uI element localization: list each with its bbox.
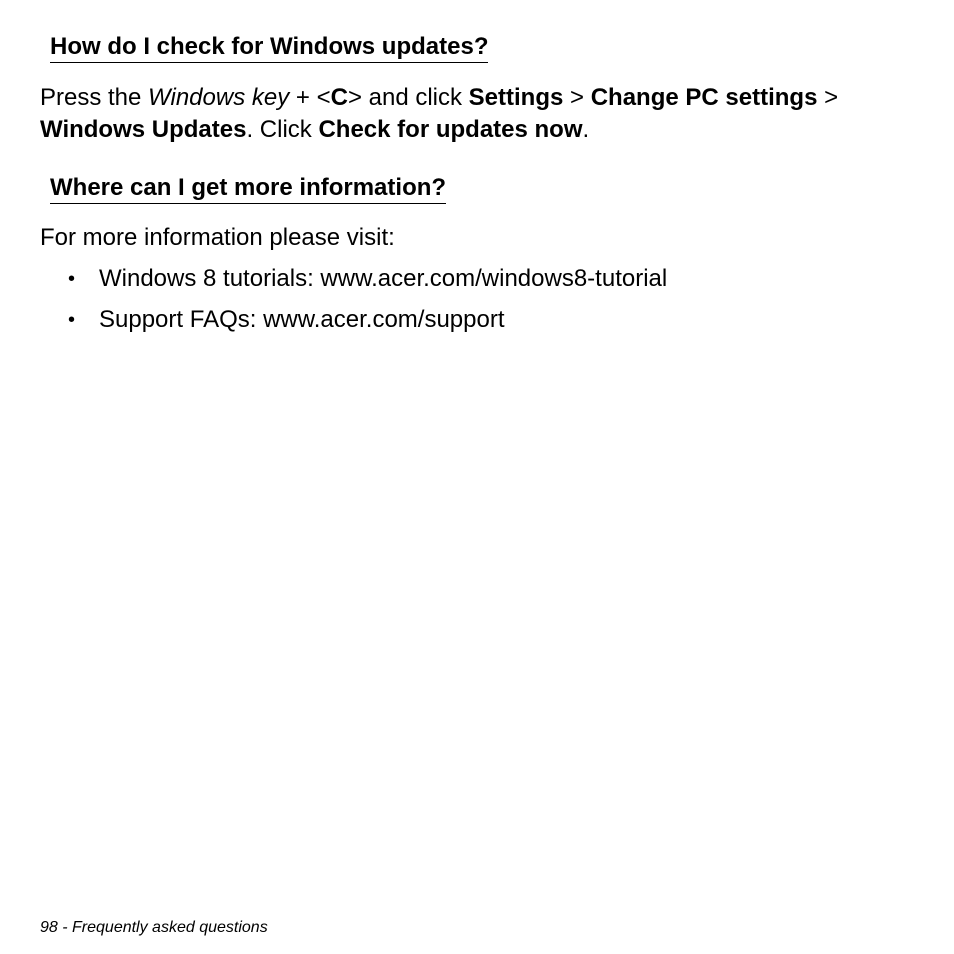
heading-more-information: Where can I get more information? bbox=[50, 174, 446, 204]
page-footer: 98 - Frequently asked questions bbox=[40, 919, 268, 936]
instruction-text: > and click bbox=[347, 84, 469, 111]
instruction-text: > bbox=[817, 84, 839, 111]
settings-term: Settings bbox=[468, 84, 564, 111]
instruction-text: > bbox=[563, 84, 591, 111]
windows-updates-instructions bbox=[40, 82, 930, 146]
windows-key-term: Windows key bbox=[148, 84, 290, 111]
instruction-text: + < bbox=[289, 84, 331, 111]
tutorials-link-text: Windows 8 tutorials: www.acer.com/windows8-tutorial bbox=[99, 265, 668, 292]
check-for-updates-now-term: Check for updates now bbox=[318, 116, 583, 143]
change-pc-settings-term: Change PC settings bbox=[590, 84, 818, 111]
instruction-text: . bbox=[582, 116, 590, 143]
more-information-intro: For more information please visit: bbox=[40, 224, 395, 251]
bullet-icon: • bbox=[68, 268, 76, 290]
support-faqs-link-text: Support FAQs: www.acer.com/support bbox=[99, 306, 505, 333]
instruction-text: . Click bbox=[246, 116, 319, 143]
heading-windows-updates: How do I check for Windows updates? bbox=[50, 33, 488, 63]
instruction-text: Press the bbox=[40, 84, 149, 111]
key-letter: C bbox=[330, 84, 348, 111]
bullet-icon: • bbox=[68, 309, 76, 331]
windows-updates-term: Windows Updates bbox=[40, 116, 247, 143]
